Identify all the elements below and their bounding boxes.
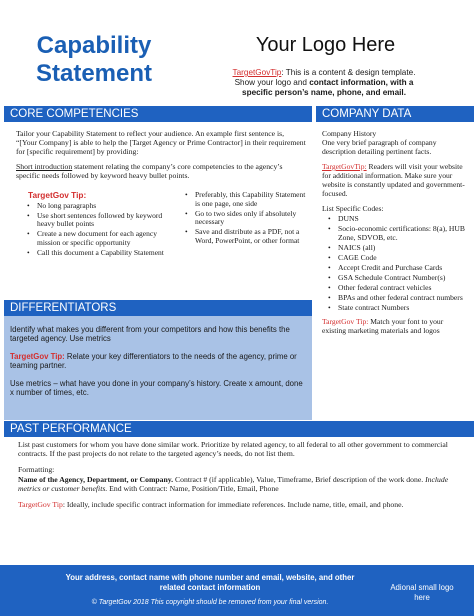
core-tips-right-list: [178, 191, 308, 246]
company-font-tip: [322, 317, 467, 335]
past-tip: [18, 500, 458, 509]
core-short-label: Short introduction: [16, 162, 73, 171]
header-tip-line2-bold: contact information, with a: [309, 78, 414, 87]
footer: [0, 565, 474, 616]
list-item: • Socio-economic certifications: 8(a), HUB Zone, SDVOB, etc.: [322, 224, 467, 242]
core-tips-right: [178, 191, 308, 247]
diff-tip: [10, 352, 306, 371]
company-tip: [322, 162, 467, 198]
footer-copyright: © TargetGov 2018 This copyright should be removed from your final version.: [91, 599, 329, 606]
list-item: • NAICS (all): [322, 243, 467, 252]
list-item: • Accept Credit and Purchase Cards: [322, 263, 467, 272]
header-tip-text: : This is a content & design template.: [281, 68, 416, 77]
company-history-heading: Company History: [322, 129, 377, 138]
list-item: • BPAs and other federal contract numbers: [322, 293, 467, 302]
list-item: • Go to two sides only if absolutely necessary: [178, 210, 308, 228]
past-performance-header: PAST PERFORMANCE: [4, 421, 474, 437]
title-line-1: Capability: [36, 32, 152, 59]
page-title: [14, 32, 174, 88]
past-format-text: Contract # (if applicable), Value, Timeframe, Brief description of the work done.: [173, 474, 426, 484]
title-line-2: Statement: [35, 60, 153, 87]
company-data-header: COMPANY DATA: [316, 106, 474, 122]
past-performance-body: [18, 440, 458, 516]
past-intro: List past customers for whom you have done similar work. Prioritize by related agency, to all federal to all other government to commercial contracts. If the past projects do not relate to the targeted agency’s needs, do not list them.: [18, 440, 448, 459]
list-item: • State contract Numbers: [322, 303, 467, 312]
core-competencies-header: CORE COMPETENCIES: [4, 106, 312, 122]
list-item: • GSA Schedule Contract Number(s): [322, 273, 467, 282]
list-item: • CAGE Code: [322, 253, 467, 262]
core-tips-left-list: [20, 202, 170, 258]
logo-placeholder: Your Logo Here: [255, 34, 396, 56]
past-tip-label: TargetGov Tip: [18, 500, 63, 510]
core-short-intro: [16, 162, 306, 180]
company-tip-label: TargetGovTip:: [322, 162, 367, 171]
past-format-end: End with Contract: Name, Position/Title, Email, Phone: [107, 483, 279, 493]
differentiators-body: [10, 325, 306, 405]
core-tip-head: TargetGov Tip:: [28, 190, 87, 200]
past-format-italic: Include metrics or customer benefits.: [18, 474, 449, 493]
past-format-line: [18, 475, 458, 493]
header-tip: [188, 68, 460, 98]
company-font-tip-label: TargetGov Tip:: [322, 317, 369, 326]
list-item: • Call this document a Capability Statement: [20, 249, 170, 258]
past-tip-text: : Ideally, include specific contract information for immediate references. Include name, title, email, and phone.: [62, 500, 404, 510]
footer-logo-line-2: here: [414, 593, 430, 602]
list-item: • Other federal contract vehicles: [322, 283, 467, 292]
diff-tip-text: Relate your key differentiators to the needs of the agency, prime or teaming partner.: [10, 351, 297, 371]
list-item: • DUNS: [322, 214, 467, 223]
company-font-tip-text: Match your font to your existing marketing materials and logos: [322, 317, 444, 335]
footer-logo-line-1: Adional small logo: [390, 583, 454, 592]
past-format-bold: Name of the Agency, Department, or Company.: [18, 474, 174, 484]
header-tip-label: TargetGovTip: [232, 68, 282, 77]
diff-intro: Identify what makes you different from your competitors and how this benefits the targeted agency. Use metrics: [10, 325, 290, 344]
company-history-text: One very brief paragraph of company description detailing pertinent facts.: [322, 138, 437, 156]
list-item: • Preferably, this Capability Statement is one page, one side: [178, 191, 308, 209]
past-formatting-heading: Formatting:: [18, 465, 55, 475]
codes-list: [322, 214, 467, 312]
company-tip-text: Readers will visit your website for additional information. Make sure your website is constantly updated and government-focused.: [322, 162, 465, 198]
diff-metrics: Use metrics – what have you done in your company’s history. Create x amount, done x number of times, etc.: [10, 378, 303, 398]
list-item: • Use short sentences followed by keyword heavy bullet points: [20, 212, 170, 230]
header-tip-line2: Show your logo and: [234, 78, 310, 87]
list-item: • No long paragraphs: [20, 202, 170, 211]
core-short-text: statement relating the company’s core competencies to the agency’s specific needs followed by keyword heavy bullet points.: [16, 162, 283, 180]
diff-tip-label: TargetGov Tip:: [10, 351, 65, 361]
core-intro: Tailor your Capability Statement to reflect your audience. An example first sentence is, “[Your Company] is able to help the [Target Agency or Prime Contractor] in their requirement for [specific requirement] by providing:: [16, 129, 306, 156]
core-competencies-body: [16, 129, 306, 186]
footer-small-logo: [377, 583, 467, 603]
differentiators-header: DIFFERENTIATORS: [4, 300, 312, 316]
list-item: • Create a new document for each agency mission or specific opportunity: [20, 230, 170, 248]
list-item: • Save and distribute as a PDF, not a Word, PowerPoint, or other format: [178, 228, 308, 246]
footer-contact: [60, 573, 360, 593]
company-data-body: [322, 129, 467, 341]
codes-heading: List Specific Codes:: [322, 204, 384, 213]
footer-line-2: related contact information: [159, 583, 261, 592]
core-tips-left: [20, 191, 170, 259]
footer-line-1: Your address, contact name with phone number and email, website, and other: [65, 573, 355, 582]
header-tip-line3-bold: specific person’s name, phone, and email.: [242, 88, 406, 97]
